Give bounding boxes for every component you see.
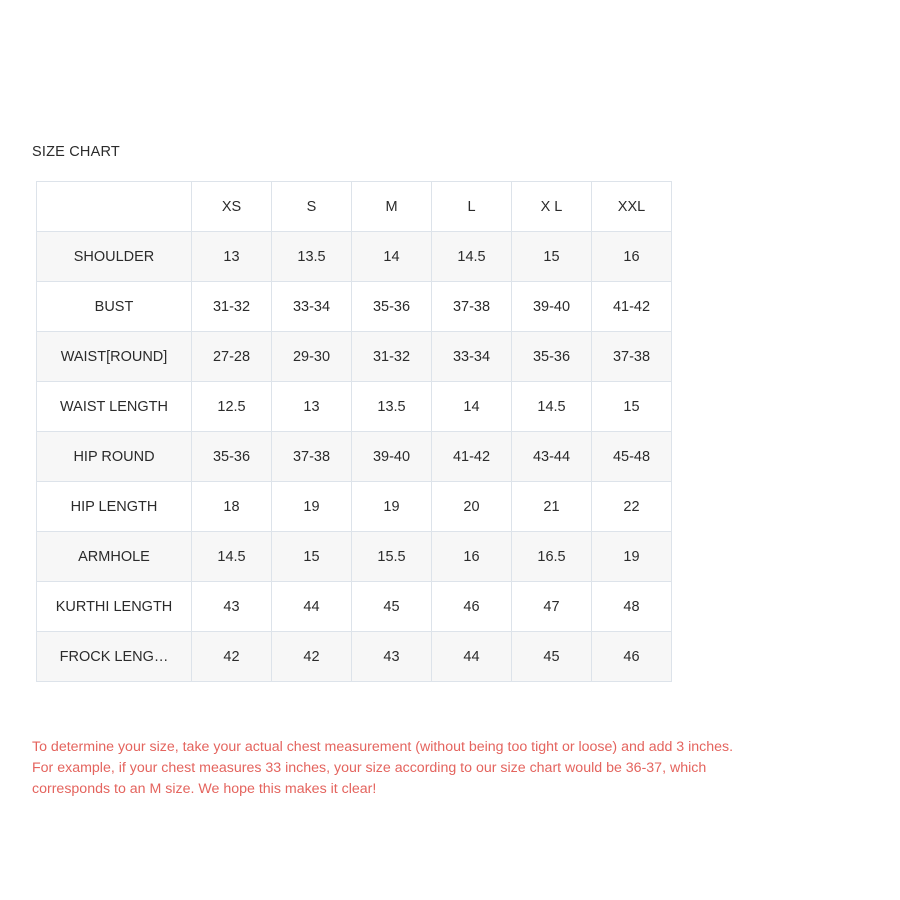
measurement-cell: 37-38 <box>592 332 672 382</box>
measurement-cell: 37-38 <box>272 432 352 482</box>
measurement-cell: 15.5 <box>352 532 432 582</box>
measurement-cell: 15 <box>512 232 592 282</box>
size-note <box>32 737 888 800</box>
table-row <box>37 232 672 282</box>
column-header-l: L <box>432 182 512 232</box>
table-row <box>37 482 672 532</box>
measurement-cell: 14.5 <box>432 232 512 282</box>
measurement-cell: 31-32 <box>352 332 432 382</box>
measurement-cell: 15 <box>592 382 672 432</box>
measurement-cell: 35-36 <box>512 332 592 382</box>
size-note-line: corresponds to an M size. We hope this makes it clear! <box>32 781 377 797</box>
measurement-cell: 45 <box>352 582 432 632</box>
measurement-cell: 41-42 <box>432 432 512 482</box>
column-header-s: S <box>272 182 352 232</box>
measurement-cell: 43 <box>192 582 272 632</box>
measurement-cell: 43 <box>352 632 432 682</box>
row-label: WAIST[ROUND] <box>37 332 192 382</box>
column-header-xl: X L <box>512 182 592 232</box>
measurement-cell: 48 <box>592 582 672 632</box>
measurement-cell: 14.5 <box>192 532 272 582</box>
row-label: KURTHI LENGTH <box>37 582 192 632</box>
measurement-cell: 33-34 <box>432 332 512 382</box>
column-header-m: M <box>352 182 432 232</box>
measurement-cell: 13.5 <box>272 232 352 282</box>
measurement-cell: 27-28 <box>192 332 272 382</box>
measurement-cell: 29-30 <box>272 332 352 382</box>
table-header-row <box>37 182 672 232</box>
size-note-line: To determine your size, take your actual chest measurement (without being too tight or loose) and add 3 inches. <box>32 739 734 755</box>
measurement-cell: 22 <box>592 482 672 532</box>
measurement-cell: 44 <box>432 632 512 682</box>
measurement-cell: 14 <box>352 232 432 282</box>
measurement-cell: 16 <box>592 232 672 282</box>
measurement-cell: 46 <box>592 632 672 682</box>
measurement-cell: 43-44 <box>512 432 592 482</box>
measurement-cell: 15 <box>272 532 352 582</box>
measurement-cell: 14.5 <box>512 382 592 432</box>
measurement-cell: 21 <box>512 482 592 532</box>
table-header <box>37 182 672 232</box>
size-chart-table <box>36 181 672 682</box>
measurement-cell: 39-40 <box>512 282 592 332</box>
row-label: SHOULDER <box>37 232 192 282</box>
table-row <box>37 582 672 632</box>
measurement-cell: 13.5 <box>352 382 432 432</box>
measurement-cell: 13 <box>192 232 272 282</box>
measurement-cell: 20 <box>432 482 512 532</box>
column-header-xxl: XXL <box>592 182 672 232</box>
table-row <box>37 532 672 582</box>
table-body <box>37 232 672 682</box>
measurement-cell: 46 <box>432 582 512 632</box>
row-label: BUST <box>37 282 192 332</box>
row-label: ARMHOLE <box>37 532 192 582</box>
measurement-cell: 39-40 <box>352 432 432 482</box>
row-label: WAIST LENGTH <box>37 382 192 432</box>
measurement-cell: 19 <box>272 482 352 532</box>
row-label: HIP LENGTH <box>37 482 192 532</box>
measurement-cell: 19 <box>592 532 672 582</box>
table-row <box>37 632 672 682</box>
measurement-cell: 31-32 <box>192 282 272 332</box>
row-label: HIP ROUND <box>37 432 192 482</box>
measurement-cell: 42 <box>272 632 352 682</box>
measurement-cell: 19 <box>352 482 432 532</box>
measurement-cell: 35-36 <box>192 432 272 482</box>
size-chart-table-container <box>36 181 671 682</box>
measurement-cell: 45 <box>512 632 592 682</box>
measurement-cell: 14 <box>432 382 512 432</box>
row-label: FROCK LENG… <box>37 632 192 682</box>
size-note-line: For example, if your chest measures 33 inches, your size according to our size chart would be 36-37, which <box>32 760 707 776</box>
measurement-cell: 18 <box>192 482 272 532</box>
measurement-cell: 33-34 <box>272 282 352 332</box>
measurement-cell: 12.5 <box>192 382 272 432</box>
measurement-cell: 13 <box>272 382 352 432</box>
table-row <box>37 382 672 432</box>
corner-header-cell <box>37 182 192 232</box>
measurement-cell: 16.5 <box>512 532 592 582</box>
measurement-cell: 42 <box>192 632 272 682</box>
table-row <box>37 432 672 482</box>
measurement-cell: 41-42 <box>592 282 672 332</box>
measurement-cell: 47 <box>512 582 592 632</box>
table-row <box>37 282 672 332</box>
measurement-cell: 37-38 <box>432 282 512 332</box>
table-row <box>37 332 672 382</box>
measurement-cell: 16 <box>432 532 512 582</box>
measurement-cell: 45-48 <box>592 432 672 482</box>
page-title: SIZE CHART <box>32 144 120 160</box>
measurement-cell: 44 <box>272 582 352 632</box>
column-header-xs: XS <box>192 182 272 232</box>
measurement-cell: 35-36 <box>352 282 432 332</box>
